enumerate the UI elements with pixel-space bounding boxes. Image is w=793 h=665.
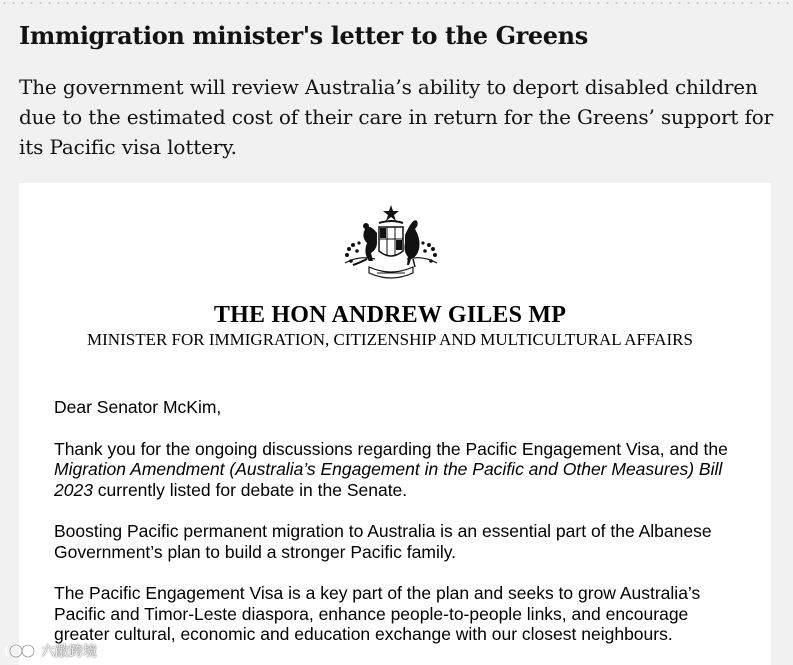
article-standfirst: The government will review Australia’s ability to deport disabled children due to the estimated cost of their care in return for the Greens’ support for its Pacific visa lottery. xyxy=(19,75,774,159)
letter-salutation: Dear Senator McKim, xyxy=(54,397,222,417)
australian-coat-of-arms-icon xyxy=(339,203,443,283)
letter-paragraph-2: Boosting Pacific permanent migration to Australia is an essential part of the Albanese Government’s plan to build a stronger Pacific family. xyxy=(54,521,712,562)
letter-paragraph-3: The Pacific Engagement Visa is a key part of the plan and seeks to grow Australia’s Pacific and Timor-Leste diaspora, enhance people-to-people links, and encourage greater cultural, economic and education exchange with our closest neighbours. xyxy=(54,583,701,644)
letter-paragraph-1-text: Thank you for the ongoing discussions regarding the Pacific Engagement Visa, and the xyxy=(54,438,728,459)
letter-body xyxy=(54,397,744,665)
watermark-text: 六敝跨境 xyxy=(41,644,97,660)
watermark xyxy=(4,641,97,661)
watermark-logo-icon xyxy=(4,642,38,660)
top-border-dots xyxy=(0,0,793,6)
article-headline: Immigration minister's letter to the Greens xyxy=(19,21,588,50)
letter-image xyxy=(19,183,771,665)
letter-paragraph-1-text-end: currently listed for debate in the Senate. xyxy=(92,479,408,500)
bill-name: Migration Amendment (Australia’s Engagement in the Pacific and Other Measures) Bill 2023 xyxy=(54,459,723,500)
minister-title: MINISTER FOR IMMIGRATION, CITIZENSHIP AND MULTICULTURAL AFFAIRS xyxy=(87,330,693,349)
letter-paragraph-1 xyxy=(54,439,744,501)
minister-name: THE HON ANDREW GILES MP xyxy=(213,302,567,328)
